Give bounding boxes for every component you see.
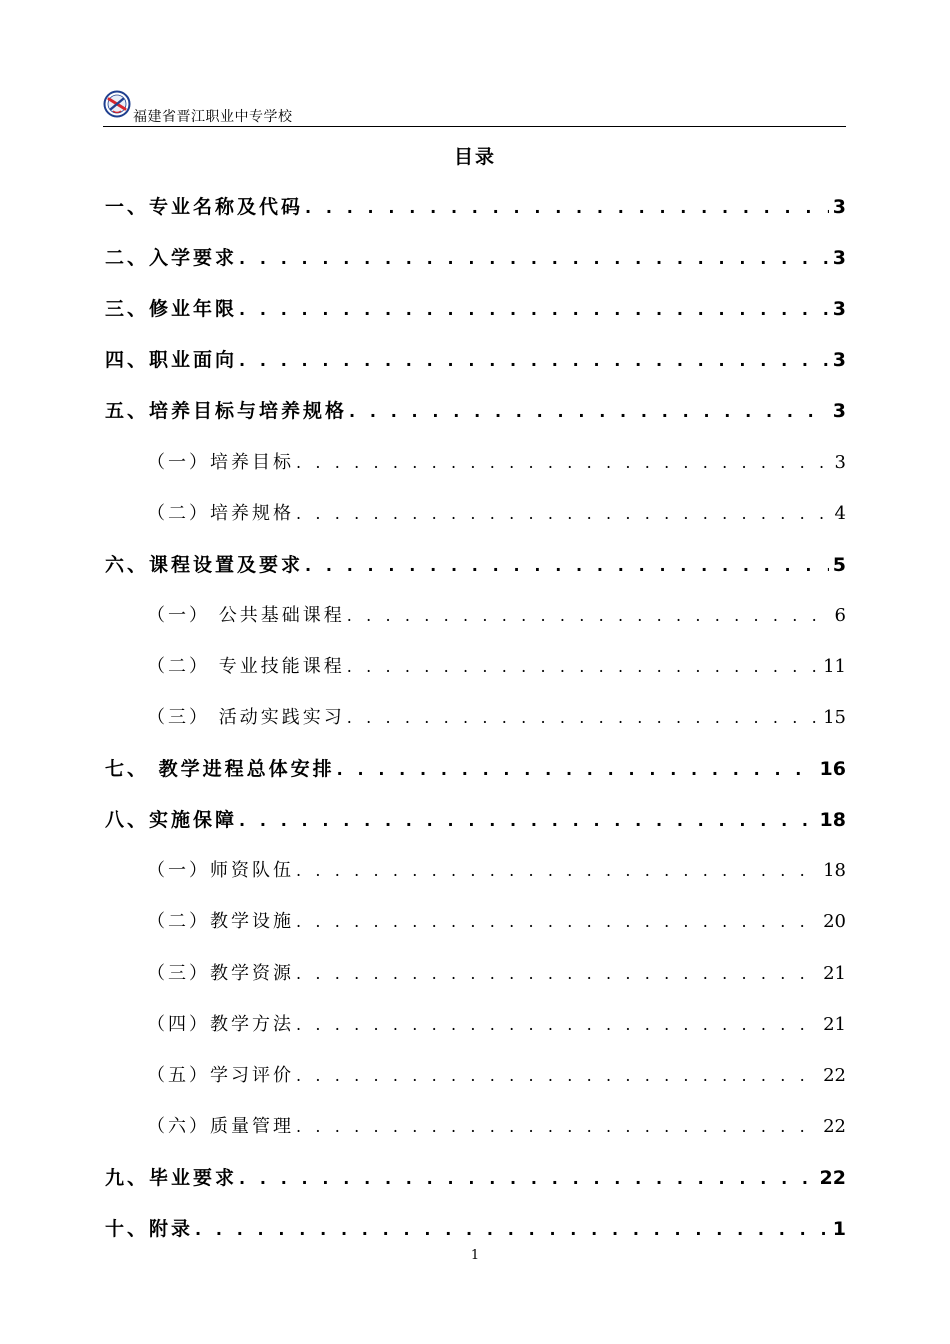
toc-entry-page-number: 3 (832, 247, 846, 269)
toc-entry-title: （二）教学设施 (147, 911, 294, 932)
toc-entry-title: 二、入学要求 (105, 247, 238, 269)
toc-entry-title: （二）培养规格 (147, 503, 294, 524)
toc-entry-subsection[interactable] (147, 1010, 846, 1040)
toc-entry-section[interactable] (105, 396, 846, 426)
toc-entry-title: 四、职业面向 (105, 349, 238, 371)
toc-dot-leader (296, 959, 819, 989)
toc-dot-leader (296, 856, 819, 886)
toc-entry-page-number: 22 (819, 1167, 846, 1189)
toc-dot-leader (296, 1010, 819, 1040)
page-number: 1 (470, 1248, 480, 1263)
toc-entry-page-number: 16 (819, 758, 846, 780)
toc-entry-title: （五）学习评价 (147, 1065, 294, 1086)
toc-entry-page-number: 3 (832, 196, 846, 218)
toc-dot-leader (347, 652, 819, 682)
toc-entry-page-number: 11 (823, 656, 846, 677)
toc-entry-title: （一）师资队伍 (147, 860, 294, 881)
toc-entry-subsection[interactable] (147, 601, 846, 631)
toc-entry-page-number: 22 (823, 1065, 846, 1086)
toc-entry-title: （一） 公共基础课程 (147, 605, 345, 626)
toc-dot-leader (296, 499, 831, 529)
toc-dot-leader (239, 1164, 816, 1193)
toc-entry-page-number: 3 (834, 452, 846, 473)
toc-dot-leader (296, 1112, 819, 1142)
toc-dot-leader (296, 448, 831, 478)
toc-entry-section[interactable] (105, 1214, 846, 1244)
toc-entry-title: 八、实施保障 (105, 809, 238, 831)
toc-entry-page-number: 3 (832, 400, 846, 422)
toc-entry-title: （六）质量管理 (147, 1116, 294, 1137)
toc-entry-page-number: 4 (834, 503, 846, 524)
toc-entry-page-number: 6 (834, 605, 846, 626)
toc-dot-leader (239, 295, 829, 324)
toc-entry-subsection[interactable] (147, 856, 846, 886)
toc-entry-title: 三、修业年限 (105, 298, 238, 320)
toc-entry-page-number: 3 (832, 298, 846, 320)
toc-dot-leader (239, 806, 816, 835)
toc-entry-subsection[interactable] (147, 1112, 846, 1142)
toc-entry-title: 六、课程设置及要求 (105, 554, 304, 576)
school-name: 福建省晋江职业中专学校 (133, 109, 293, 125)
toc-entry-section[interactable] (105, 805, 846, 835)
toc-entry-section[interactable] (105, 345, 846, 375)
toc-entry-page-number: 5 (832, 554, 846, 576)
toc-entry-section[interactable] (105, 1163, 846, 1193)
toc-entry-title: （四）教学方法 (147, 1014, 294, 1035)
toc-dot-leader (305, 193, 829, 222)
toc-dot-leader (349, 397, 829, 426)
toc-dot-leader (239, 244, 829, 273)
toc-dot-leader (296, 907, 819, 937)
toc-entry-subsection[interactable] (147, 448, 846, 478)
toc-entry-page-number: 20 (823, 911, 846, 932)
toc-dot-leader (337, 755, 816, 784)
toc-entry-section[interactable] (105, 754, 846, 784)
toc-entry-subsection[interactable] (147, 907, 846, 937)
toc-entry-page-number: 3 (832, 349, 846, 371)
toc-entry-subsection[interactable] (147, 703, 846, 733)
toc-entry-page-number: 21 (823, 1014, 846, 1035)
toc-dot-leader (305, 551, 829, 580)
toc-entry-title: （二） 专业技能课程 (147, 656, 345, 677)
toc-entry-page-number: 22 (823, 1116, 846, 1137)
toc-entry-title: 五、培养目标与培养规格 (105, 400, 348, 422)
toc-entry-page-number: 15 (823, 707, 846, 728)
toc-entry-title: （三） 活动实践实习 (147, 707, 345, 728)
toc-dot-leader (347, 601, 831, 631)
toc-dot-leader (296, 1061, 819, 1091)
toc-dot-leader (195, 1215, 829, 1244)
toc-entry-page-number: 18 (819, 809, 846, 831)
toc-entry-page-number: 18 (823, 860, 846, 881)
toc-entry-subsection[interactable] (147, 499, 846, 529)
toc-entry-title: 七、 教学进程总体安排 (105, 758, 335, 780)
toc-dot-leader (347, 703, 819, 733)
toc-entry-section[interactable] (105, 294, 846, 324)
toc-entry-section[interactable] (105, 243, 846, 273)
toc-entry-page-number: 21 (823, 963, 846, 984)
toc-entry-subsection[interactable] (147, 652, 846, 682)
toc-dot-leader (239, 346, 829, 375)
toc-entry-section[interactable] (105, 192, 846, 222)
toc-title: 目录 (453, 146, 496, 168)
toc-entry-title: 一、专业名称及代码 (105, 196, 304, 218)
toc-entry-title: 九、毕业要求 (105, 1167, 238, 1189)
toc-entry-subsection[interactable] (147, 959, 846, 989)
toc-entry-title: 十、附录 (105, 1218, 194, 1240)
toc-entry-title: （三）教学资源 (147, 963, 294, 984)
toc-entry-title: （一）培养目标 (147, 452, 294, 473)
toc-entry-page-number: 1 (832, 1218, 846, 1240)
toc-entry-subsection[interactable] (147, 1061, 846, 1091)
toc-entry-section[interactable] (105, 550, 846, 580)
